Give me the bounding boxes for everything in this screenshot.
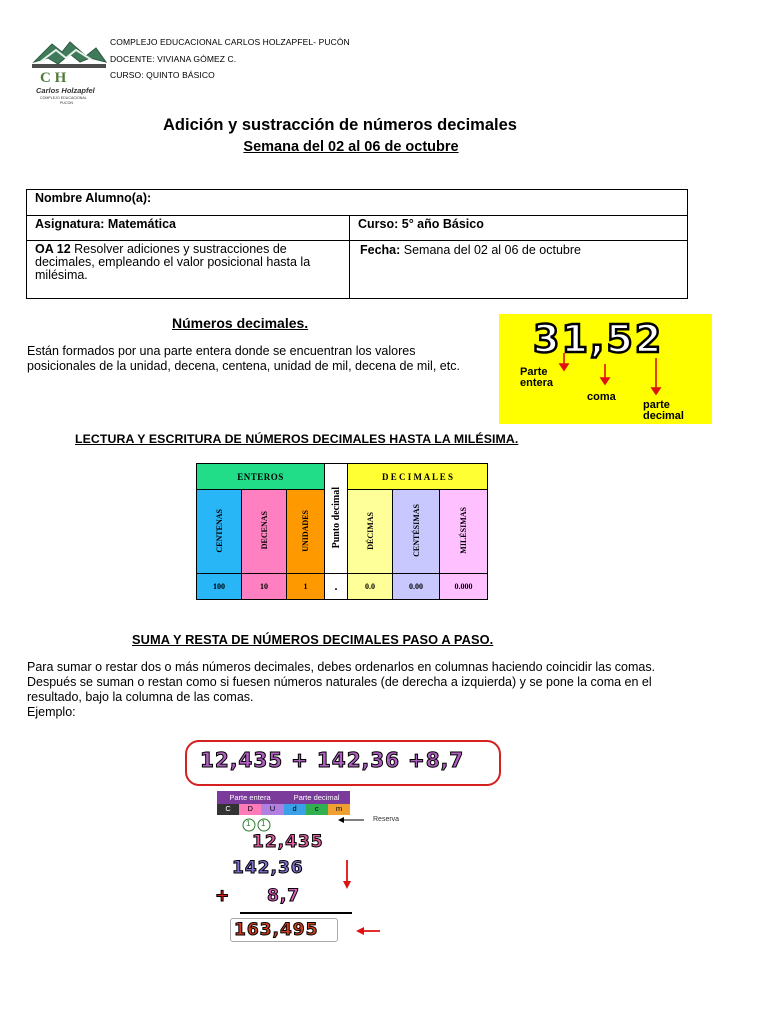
col-centesimas	[393, 490, 440, 574]
col-unidades	[287, 490, 325, 574]
student-name-cell: Nombre Alumno(a):	[27, 190, 688, 216]
place-m: m	[328, 804, 350, 815]
value-centesimas: 0.00	[393, 574, 440, 600]
label-comma: coma	[587, 391, 616, 403]
subject-cell: Asignatura: Matemática	[27, 216, 350, 241]
example-row-2: 142,36	[232, 858, 304, 878]
place-u: U	[261, 804, 283, 815]
header-teacher: DOCENTE: VIVIANA GÓMEZ C.	[110, 54, 237, 64]
example-label: Ejemplo:	[27, 705, 76, 719]
header-school: COMPLEJO EDUCACIONAL CARLOS HOLZAPFEL- PUCÓN	[110, 37, 350, 47]
date-cell	[350, 241, 688, 299]
col-unidades-label: UNIDADES	[301, 509, 310, 552]
expression-text: 12,435 + 142,36 +8,7	[200, 748, 465, 772]
page-title: Adición y sustracción de números decimales	[163, 116, 517, 134]
place-c: C	[217, 804, 239, 815]
value-centenas: 100	[197, 574, 242, 600]
value-decimas: 0.0	[348, 574, 393, 600]
decimals-header: D E C I M A L E S	[348, 464, 488, 490]
label-integer-1: Parte	[520, 366, 548, 378]
reading-title: LECTURA Y ESCRITURA DE NÚMEROS DECIMALES HASTA LA MILÉSIMA.	[75, 432, 519, 446]
example-row-3: 8,7	[267, 886, 301, 906]
col-milesimas	[440, 490, 488, 574]
col-centenas-label: CENTENAS	[214, 508, 224, 553]
col-decimas	[348, 490, 393, 574]
integers-header: ENTEROS	[197, 464, 325, 490]
number-parts-figure	[499, 314, 712, 424]
decimals-title: Números decimales.	[172, 315, 309, 331]
place-value-table	[196, 463, 488, 600]
example-row-1: 12,435	[252, 832, 324, 852]
value-point: .	[325, 574, 348, 600]
course-cell: Curso: 5° año Básico	[350, 216, 688, 241]
value-decenas: 10	[242, 574, 287, 600]
header-course: CURSO: QUINTO BÁSICO	[110, 70, 215, 80]
label-decimal-2: decimal	[643, 410, 684, 422]
value-unidades: 1	[287, 574, 325, 600]
carry-2: 1	[261, 819, 266, 828]
col-centenas	[197, 490, 242, 574]
logo-name: Carlos Holzapfel	[36, 86, 95, 95]
place-cc: c	[306, 804, 328, 815]
sum-text: Para sumar o restar dos o más números decimales, debes ordenarlos en columnas haciendo coincidir las comas. Después se suman o restan como si fuesen números naturales (de derecha a izquierda) y se pone la coma en el resultado, bajo la columna de las comas.	[27, 660, 656, 704]
place-dd: d	[284, 804, 306, 815]
sum-title: SUMA Y RESTA DE NÚMEROS DECIMALES PASO A PASO.	[132, 632, 494, 647]
header-decimal-part: Parte decimal	[293, 793, 340, 802]
carry-label: Reserva	[373, 816, 400, 823]
oa-label: OA 12	[35, 242, 71, 256]
page-subtitle: Semana del 02 al 06 de octubre	[243, 139, 459, 155]
logo-sub2: PUCON	[60, 101, 73, 105]
col-decimas-label: DÉCIMAS	[365, 511, 375, 550]
label-decimal-1: parte	[643, 399, 670, 411]
oa-text: Resolver adiciones y sustracciones de decimales, empleando el valor posicional hasta la milésima.	[35, 242, 311, 282]
oa-cell	[27, 241, 350, 299]
value-milesimas: 0.000	[440, 574, 488, 600]
date-text: Semana del 02 al 06 de octubre	[400, 243, 581, 257]
col-milesimas-label: MILÉSIMAS	[459, 507, 468, 554]
carry-1: 1	[246, 819, 251, 828]
col-decenas-label: DECENAS	[259, 511, 269, 550]
school-logo	[30, 36, 108, 106]
logo-sub1: COMPLEJO EDUCACIONAL	[40, 96, 87, 100]
col-centesimas-label: CENTÉSIMAS	[411, 504, 421, 557]
place-d: D	[239, 804, 261, 815]
place-header	[217, 791, 350, 816]
decimal-point-label: Punto decimal	[330, 486, 342, 549]
date-label: Fecha:	[360, 243, 401, 257]
example-plus: +	[215, 886, 231, 906]
header-integer-part: Parte entera	[229, 793, 271, 802]
decimal-point-header	[325, 464, 348, 574]
col-decenas	[242, 490, 287, 574]
info-table	[26, 189, 688, 299]
example-result: 163,495	[234, 920, 319, 940]
logo-initials: C H	[40, 70, 67, 86]
figure-number: 31,52	[533, 317, 664, 361]
label-integer-2: entera	[520, 377, 554, 389]
decimals-text: Están formados por una parte entera donde se encuentran los valores posicionales de la unidad, decena, centena, unidad de mil, decena de mil, etc.	[27, 344, 460, 373]
